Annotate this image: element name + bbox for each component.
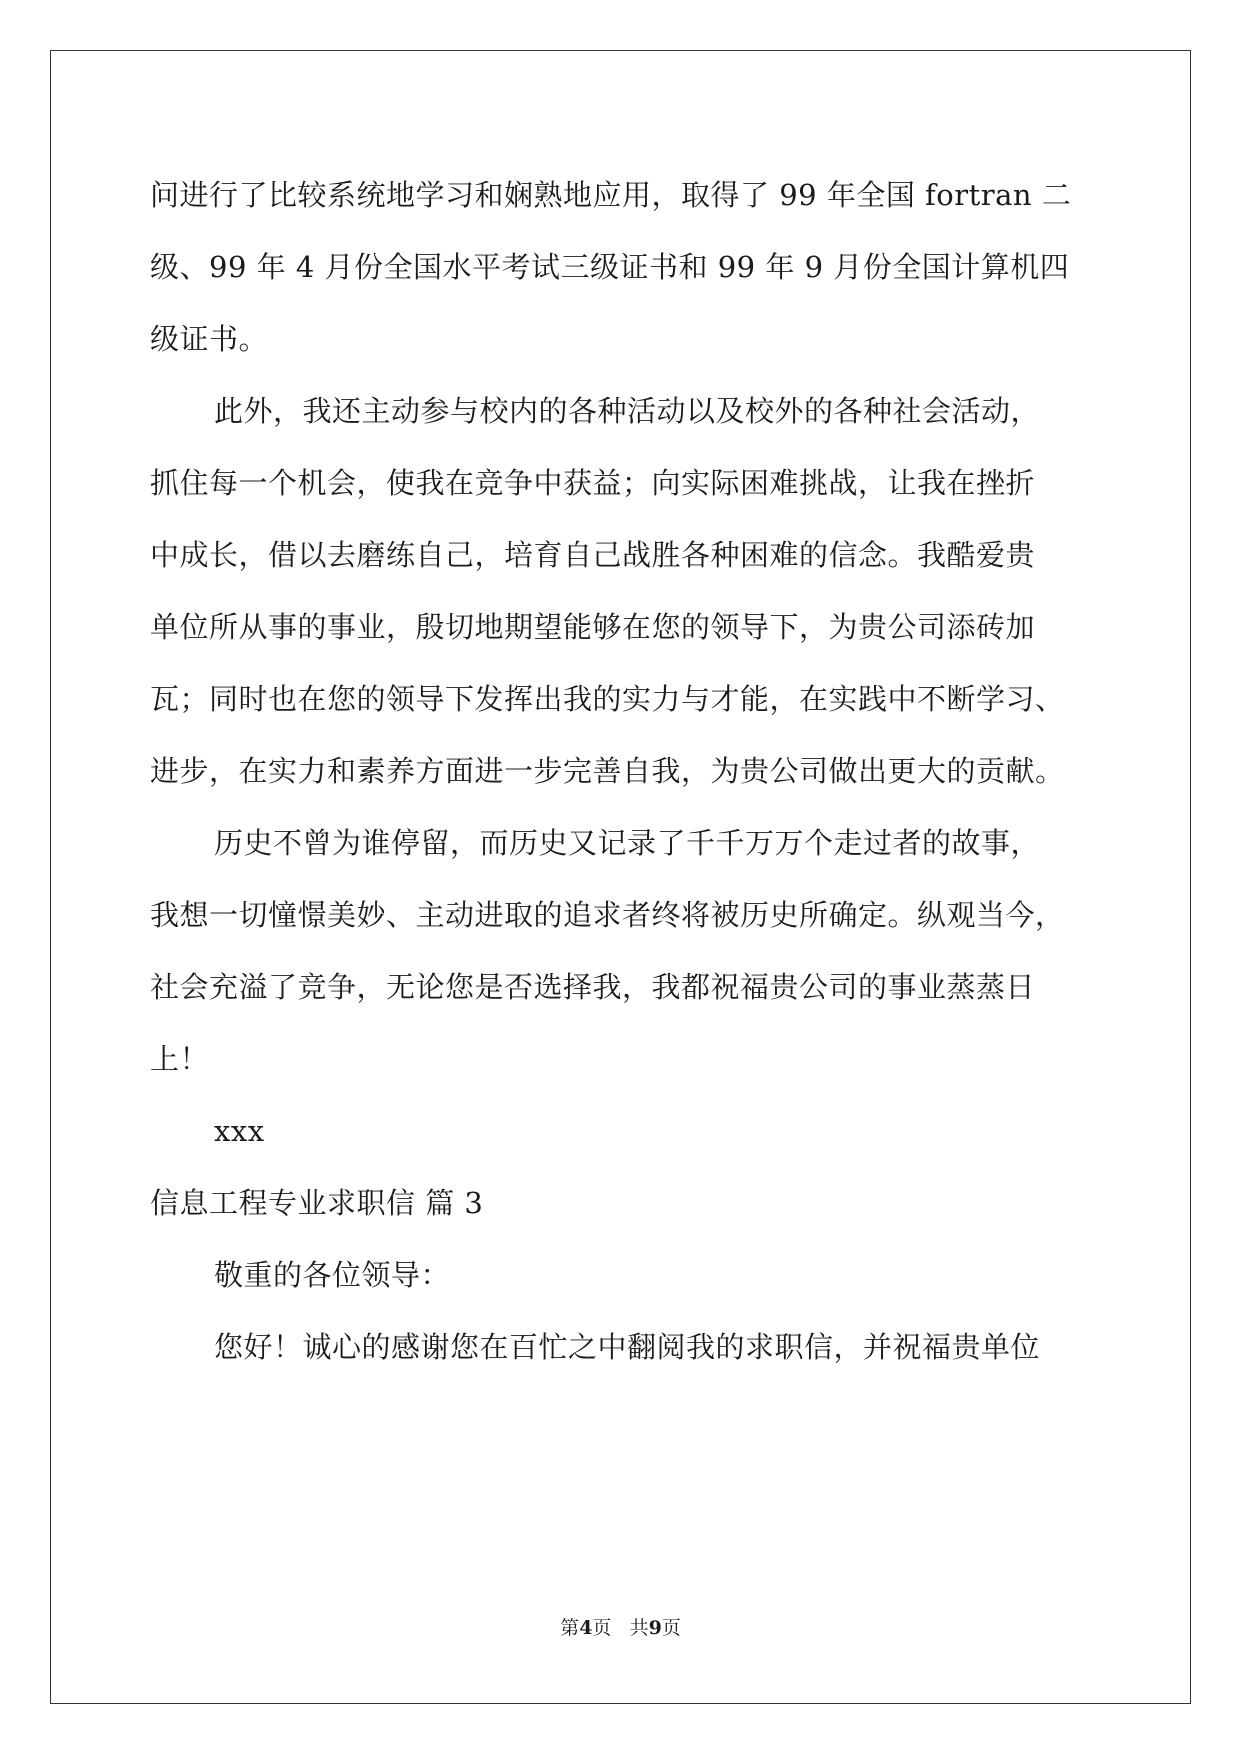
page-border [50, 50, 1191, 1704]
text-line: 瓦；同时也在您的领导下发挥出我的实力与才能，在实践中不断学习、 [150, 682, 1065, 716]
total-pages-number: 9 [648, 1617, 662, 1639]
paragraph-start-line: 此外，我还主动参与校内的各种活动以及校外的各种社会活动， [214, 394, 1041, 428]
current-page-number: 4 [579, 1617, 593, 1639]
text-line: 进步，在实力和素养方面进一步完善自我，为贵公司做出更大的贡献。 [150, 754, 1065, 788]
footer-total-prefix: 共 [629, 1617, 649, 1639]
text-line: 级证书。 [150, 322, 269, 356]
footer-prefix: 第 [560, 1617, 580, 1639]
text-line: 单位所从事的事业，殷切地期望能够在您的领导下，为贵公司添砖加 [150, 610, 1036, 644]
paragraph-start-line: 历史不曾为谁停留，而历史又记录了千千万万个走过者的故事， [214, 826, 1041, 860]
footer-total-unit: 页 [661, 1617, 681, 1639]
text-line: 上！ [150, 1042, 210, 1076]
signature: xxx [214, 1114, 265, 1148]
text-line: 级、99 年 4 月份全国水平考试三级证书和 99 年 9 月份全国计算机四 [150, 250, 1070, 284]
footer-page-unit: 页 [592, 1617, 612, 1639]
salutation: 敬重的各位领导： [214, 1258, 451, 1292]
section-heading: 信息工程专业求职信 篇 3 [150, 1186, 484, 1220]
paragraph-start-line: 您好！诚心的感谢您在百忙之中翻阅我的求职信，并祝福贵单位 [214, 1330, 1041, 1364]
page-footer [0, 1616, 1241, 1640]
text-line: 抓住每一个机会，使我在竞争中获益；向实际困难挑战，让我在挫折 [150, 466, 1036, 500]
text-line: 我想一切憧憬美妙、主动进取的追求者终将被历史所确定。纵观当今， [150, 898, 1065, 932]
text-line: 问进行了比较系统地学习和娴熟地应用，取得了 99 年全国 fortran 二 [150, 178, 1072, 212]
text-line: 社会充溢了竞争，无论您是否选择我，我都祝福贵公司的事业蒸蒸日 [150, 970, 1036, 1004]
text-line: 中成长，借以去磨练自己，培育自己战胜各种困难的信念。我酷爱贵 [150, 538, 1036, 572]
